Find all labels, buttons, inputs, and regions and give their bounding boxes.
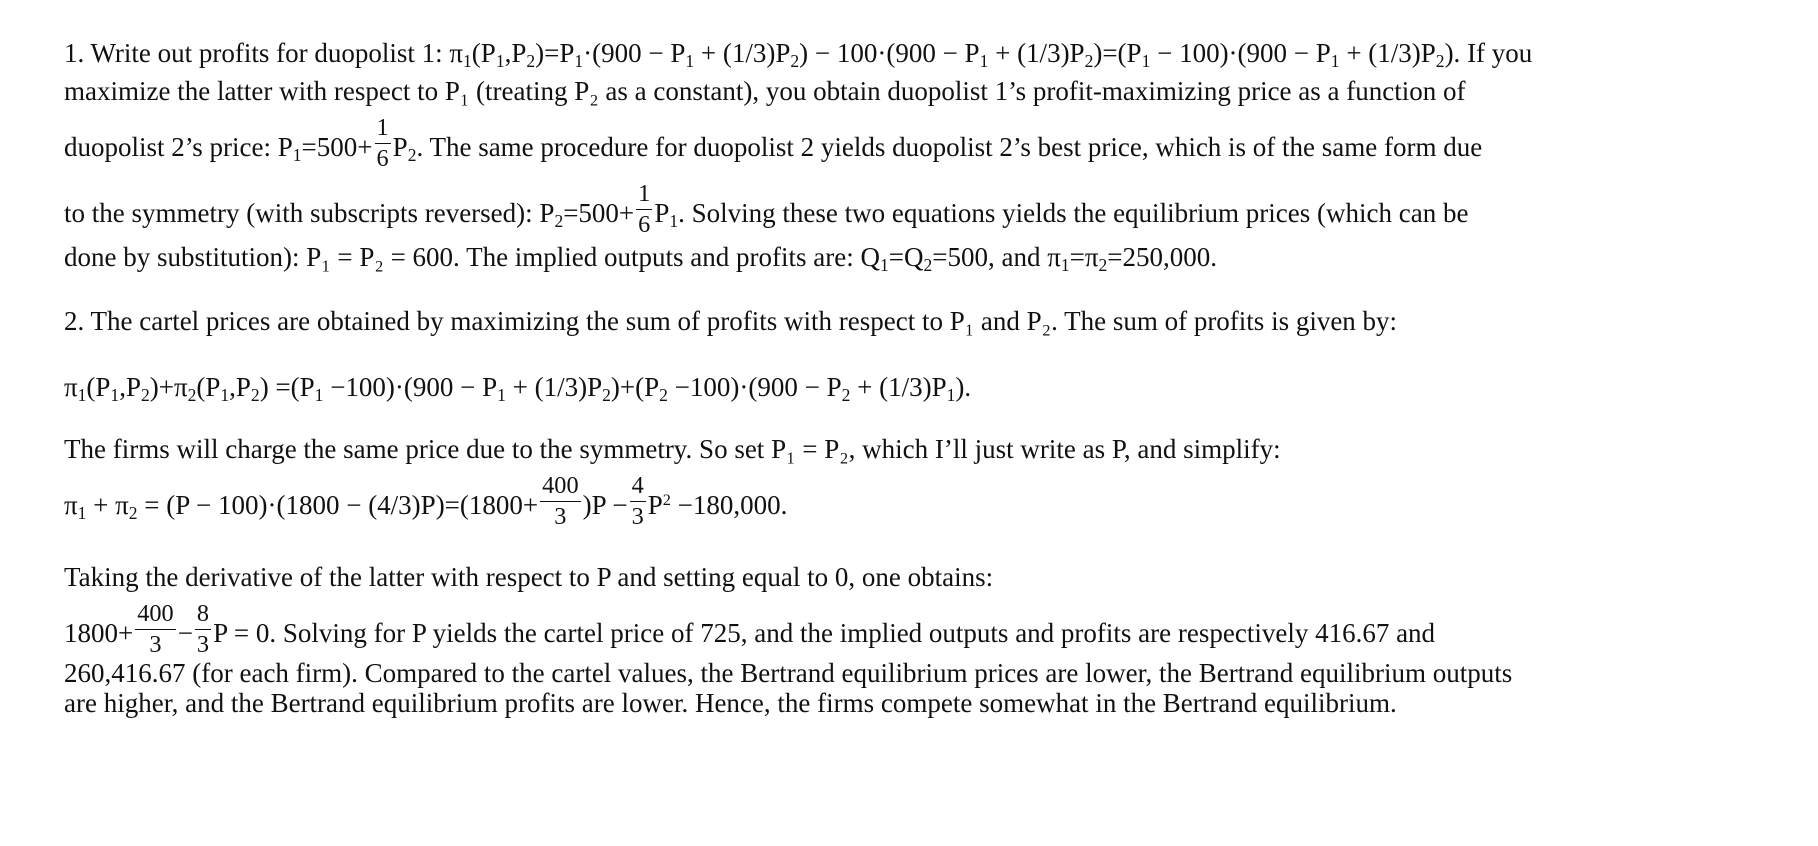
- para2-line5: Taking the derivative of the latter with respect to P and setting equal to 0, one obtains:: [64, 562, 994, 592]
- para2-line1: 2. The cartel prices are obtained by maximizing the sum of profits with respect to P₁ and P₂. The sum of profits is given by:: [64, 306, 1398, 336]
- fraction: $\frac{8}{3}$: [196, 600, 210, 659]
- para2-equation1: $\pi_1(P_1,P_2)+\pi_2(P_1,P_2) =(P_1 -100)\cdot(900 - P_1 + (1/3)P_2)+(P_2 -100)\cdot(900 - P_2 + (1/3)P_1)$.: [64, 372, 972, 405]
- para2-line6: 1800+ $\frac{400}{3}$ − $\frac{8}{3}$ P = 0. Solving for P yields the cartel price of 725, and the implied outputs and profits are respectively 416.67 and: [64, 600, 1436, 659]
- pi-symbol: π: [449, 38, 464, 68]
- para1-line3: duopolist 2’s price: $P_1=500+$ $\frac{1}{6}$ $P_2$. The same procedure for duopolist 2 yields duopolist 2’s best price, which is of the same form due: [64, 114, 1483, 173]
- para2-line8: are higher, and the Bertrand equilibrium profits are lower. Hence, the firms compete somewhat in the Bertrand equilibrium.: [64, 688, 1397, 718]
- para2-equation2: $\pi_1 + \pi_2 = (P - 100)\cdot(1800 - (4/3)P)=(1800+$ $\frac{400}{3}$ )P − $\frac{4}{3}$ $P^2 -180,000$.: [64, 472, 788, 531]
- fraction: $\frac{1}{6}$: [638, 180, 651, 239]
- fraction: $\frac{400}{3}$: [137, 600, 174, 659]
- fraction: $\frac{1}{6}$: [376, 114, 389, 173]
- para2-line7: 260,416.67 (for each firm). Compared to the cartel values, the Bertrand equilibrium prices are lower, the Bertrand equilibrium outputs: [64, 658, 1513, 688]
- para1-line4: to the symmetry (with subscripts reversed): $P_2=500+$ $\frac{1}{6}$ $P_1$. Solving these two equations yields the equilibrium prices (which can be: [64, 180, 1469, 239]
- para1-line2: maximize the latter with respect to P₁ (treating P₂ as a constant), you obtain duopolist 1’s profit-maximizing price as a function of: [64, 76, 1466, 106]
- fraction: $\frac{400}{3}$: [542, 472, 579, 531]
- para1-line1: 1. Write out profits for duopolist 1: $\pi_1(P_1,P_2)=P_1\cdot(900 - P_1 + (1/3)P_2) - 100\cdot(900 - P_1 + (1/3)P_2)=(P_1 - 100)\cdot(900 - P_1 + (1/3)P_2)$. If you: [64, 38, 1533, 71]
- para1-line5: done by substitution): P₁ = P₂ = 600. The implied outputs and profits are: $Q_1=Q_2=500$, and $\pi_1=\pi_2=250,000$.: [64, 242, 1217, 275]
- fraction: $\frac{4}{3}$: [631, 472, 644, 531]
- para2-line3: The firms will charge the same price due to the symmetry. So set P₁ = P₂, which I’ll just write as P, and simplify:: [64, 434, 1281, 464]
